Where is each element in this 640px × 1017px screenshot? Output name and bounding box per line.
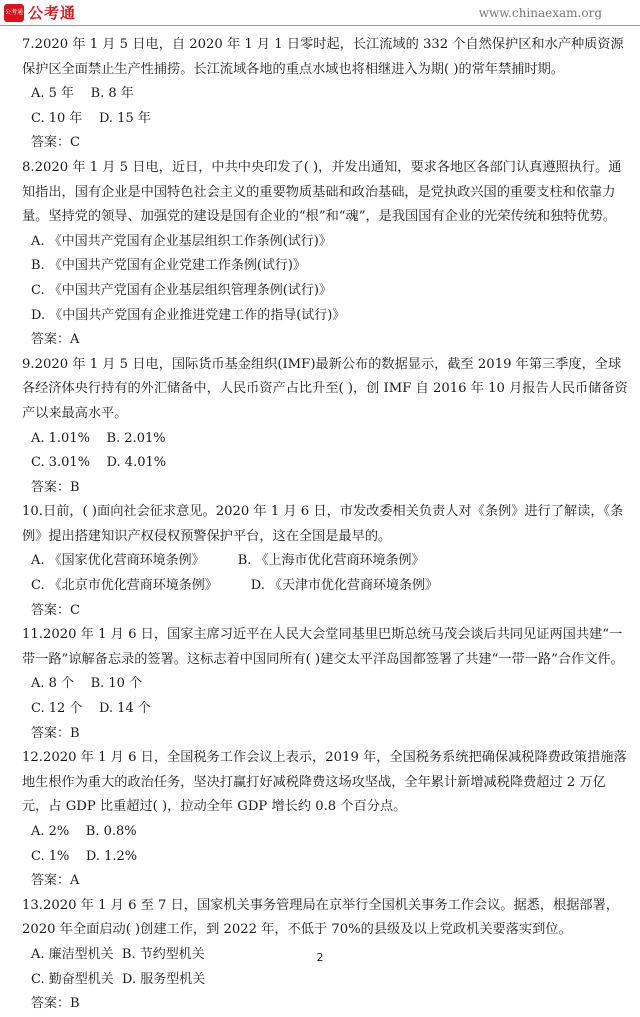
question-text: 8.2020 年 1 月 5 日电，近日，中共中央印发了( )，并发出通知，要求各地区各部门认真遵照执行。通知指出，国有企业是中国特色社会主义的重要物质基础和政治基础，是党执政兴国的重要支柱和依靠力量。坚持党的领导、加强党的建设是国有企业的“根”和“魂”，是我国国有企业的光荣传统和独特优势。 <box>22 159 622 225</box>
logo-badge-icon: 公考通 <box>4 4 24 22</box>
option-row: C. 《北京市优化营商环境条例》 D. 《天津市优化营商环境条例》 <box>31 578 439 594</box>
option-row: A. 1.01% B. 2.01% <box>31 430 166 446</box>
option-row: C. 1% D. 1.2% <box>31 848 138 864</box>
option-row: A. 5 年 B. 8 年 <box>31 86 134 102</box>
site-url: www.chinaexam.org <box>478 6 602 20</box>
question-text: 11.2020 年 1 月 6 日，国家主席习近平在人民大会堂同基里巴斯总统马茂会谈后共同见证两国共建“一带一路”谅解备忘录的签署。这标志着中国同所有( )建交太平洋岛国都签署了共建“一带一路”合作文件。 <box>22 627 624 667</box>
option-row: A. 廉洁型机关 B. 节约型机关 <box>31 946 205 962</box>
option-row: A. 《国家优化营商环境条例》 B. 《上海市优化营商环境条例》 <box>31 553 425 569</box>
option-row: C. 12 个 D. 14 个 <box>31 701 151 717</box>
question-text: 13.2020 年 1 月 6 至 7 日，国家机关事务管理局在京举行全国机关事务工作会议。据悉，根据部署，2020 年全面启动( )创建工作，到 2022 年，不低于 70%的县级及以上党政机关要落实到位。 <box>22 897 619 938</box>
option-row: D. 《中国共产党国有企业推进党建工作的指导(试行)》 <box>31 307 346 323</box>
answer-line: 答案：B <box>31 996 80 1012</box>
answer-line: 答案：B <box>31 479 80 495</box>
question-text: 10.日前，( )面向社会征求意见。2020 年 1 月 6 日，市发改委相关负责人对《条例》进行了解读，《条例》提出搭建知识产权侵权预警保护平台，这在全国是最早的。 <box>22 504 624 544</box>
question-text: 7.2020 年 1 月 5 日电，自 2020 年 1 月 1 日零时起，长江流域的 332 个自然保护区和水产种质资源保护区全面禁止生产性捕捞。长江流域各地的重点水域也将相继进入为期( )的常年禁捕时期。 <box>22 37 624 77</box>
logo-text: 公考通 <box>28 4 77 22</box>
option-row: A. 2% B. 0.8% <box>31 824 137 839</box>
answer-line: 答案：B <box>31 725 80 741</box>
page-number: 2 <box>316 951 324 964</box>
question-text: 12.2020 年 1 月 6 日，全国税务工作会议上表示，2019 年，全国税务系统把确保减税降费政策措施落地生根作为重大的政治任务，坚决打赢打好减税降费这场攻坚战，全年累计新增减税降费超过 2 万亿元，占 GDP 比重超过( )，拉动全年 GDP 增长约 0.8 个百分点。 <box>22 750 627 815</box>
page-header <box>0 0 640 26</box>
option-row: C. 10 年 D. 15 年 <box>31 110 151 126</box>
logo <box>4 2 76 23</box>
question-list <box>22 33 630 1017</box>
answer-line: 答案：A <box>31 873 80 889</box>
option-row: B. 《中国共产党国有企业党建工作条例(试行)》 <box>31 258 306 274</box>
question-text: 9.2020 年 1 月 5 日电，国际货币基金组织(IMF)最新公布的数据显示，截至 2019 年第三季度，全球各经济体央行持有的外汇储备中，人民币资产占比升至( )，创 IMF 自 2016 年 10 月报告人民币储备资产以来最高水平。 <box>22 356 628 421</box>
answer-line: 答案：A <box>31 332 80 348</box>
answer-line: 答案：C <box>31 135 80 151</box>
option-row: C. 勤奋型机关 D. 服务型机关 <box>31 971 206 987</box>
option-row: A. 《中国共产党国有企业基层组织工作条例(试行)》 <box>31 233 332 249</box>
option-row: A. 8 个 B. 10 个 <box>31 676 143 692</box>
option-row: C. 《中国共产党国有企业基层组织管理条例(试行)》 <box>31 282 332 298</box>
header-divider <box>0 25 640 26</box>
answer-line: 答案：C <box>31 602 80 618</box>
option-row: C. 3.01% D. 4.01% <box>31 455 167 471</box>
